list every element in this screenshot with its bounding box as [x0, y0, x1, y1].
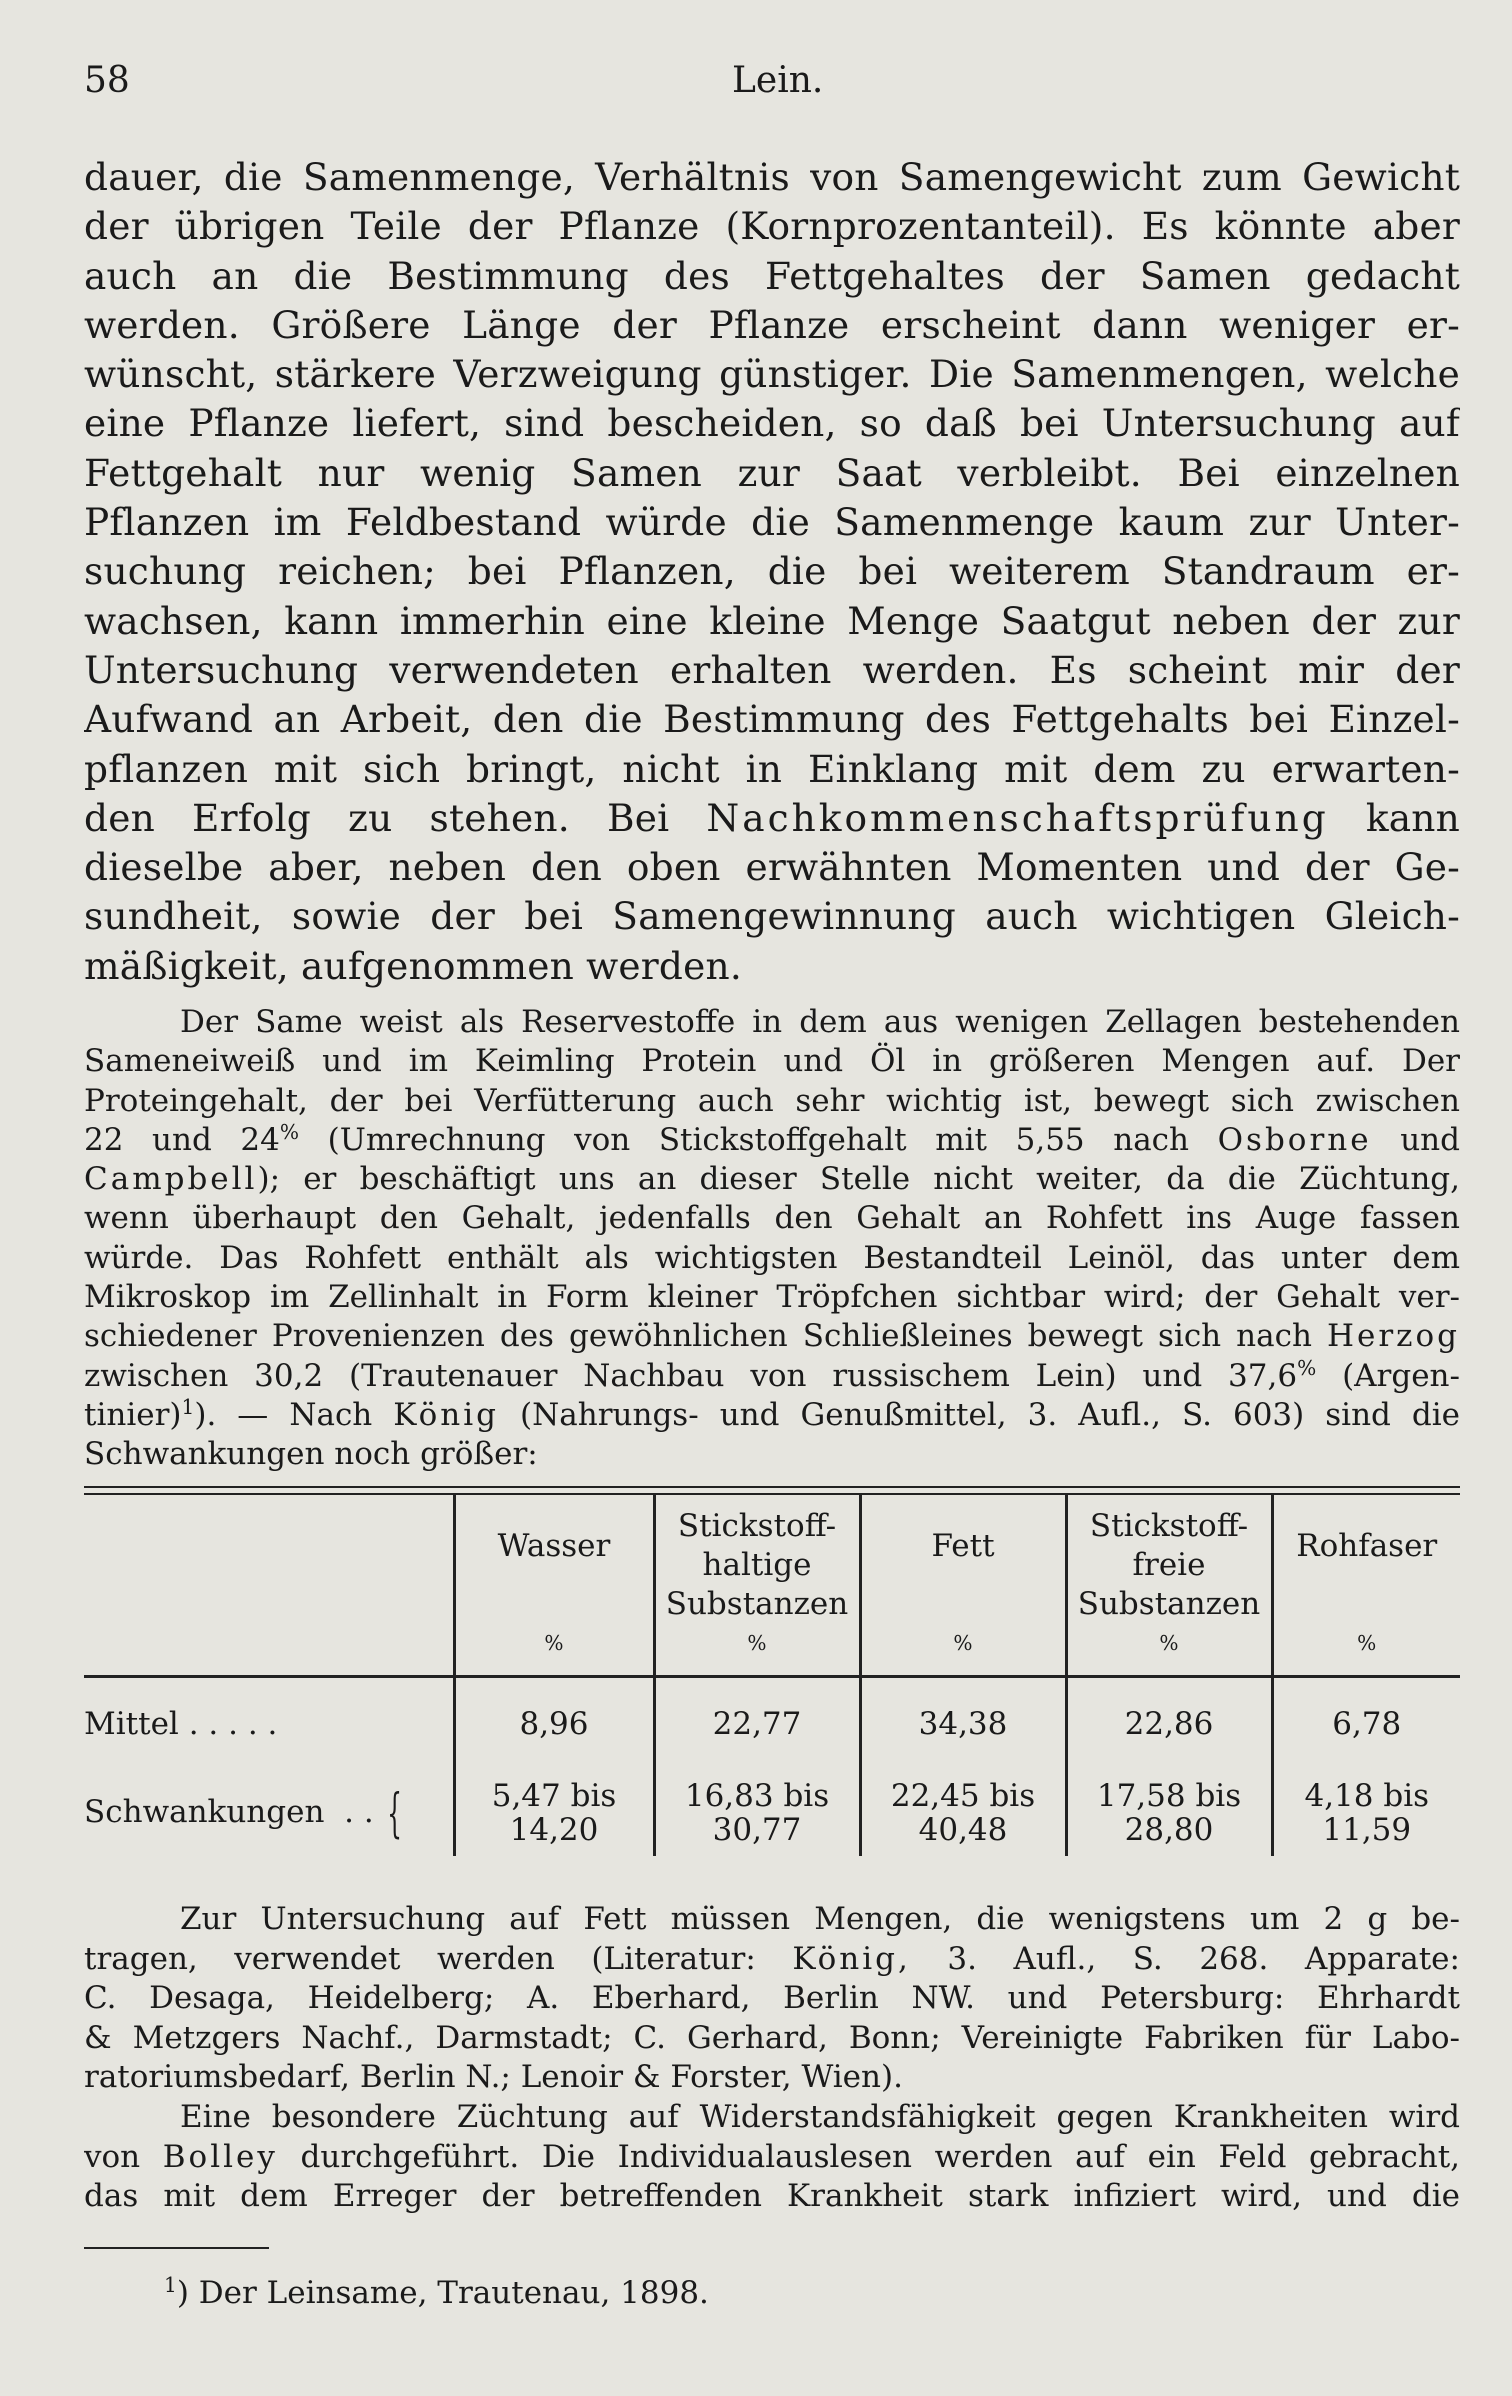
- text-fragment: ). — Nach: [194, 1396, 373, 1433]
- range-from: 5,47 bis: [491, 1778, 617, 1814]
- text-line: Sameneiweiß und im Keimling Protein und Öl in größeren Mengen auf. Der: [84, 1043, 1460, 1080]
- footnote-text: ) Der Leinsame, Trautenau, 1898.: [176, 2275, 709, 2311]
- row-label: [84, 1677, 454, 1771]
- range-to: 11,59: [1322, 1812, 1412, 1848]
- footnote-mark: 1: [164, 2272, 177, 2297]
- text-line: werden. Größere Länge der Pflanze erscheint dann weniger er-: [84, 302, 1460, 347]
- percent-sign: %: [1159, 1630, 1179, 1655]
- range-to: 14,20: [509, 1812, 599, 1848]
- text-line: wünscht, stärkere Verzweigung günstiger. Die Samenmengen, welche: [84, 352, 1460, 397]
- spaced-term: Nachkommenschaftsprüfung: [706, 795, 1329, 840]
- text-line: [84, 794, 1460, 843]
- text-line: [84, 1160, 1460, 1199]
- column-label: Rohfaser: [1296, 1528, 1438, 1564]
- range-to: 40,48: [918, 1812, 1008, 1848]
- column-unit: [1068, 1630, 1271, 1669]
- column-label: [1068, 1495, 1271, 1624]
- table-header-row: [84, 1495, 1460, 1677]
- text-fragment: durchgeführt. Die Individualauslesen werden auf ein Feld gebracht,: [300, 2138, 1460, 2175]
- text-line: Der Same weist als Reservestoffe in dem aus wenigen Zellagen bestehenden: [180, 1004, 1460, 1040]
- range-to: 30,77: [712, 1812, 802, 1848]
- text-line: [84, 1940, 1460, 1980]
- text-line: C. Desaga, Heidelberg; A. Eberhard, Berlin NW. und Petersburg: Ehrhardt: [84, 1980, 1460, 2017]
- text-line: Zur Untersuchung auf Fett müssen Mengen, die wenigstens um 2 g be-: [180, 1901, 1460, 1937]
- text-line: eine Pflanze liefert, sind bescheiden, so daß bei Untersuchung auf: [84, 401, 1460, 446]
- table-row: [84, 1770, 1460, 1856]
- text-line: ratoriumsbedarf, Berlin N.; Lenoir & Forster, Wien).: [84, 2059, 903, 2096]
- author-name: Osborne: [1217, 1121, 1372, 1158]
- percent-sign: %: [279, 1120, 300, 1144]
- text-line: Pflanzen im Feldbestand würde die Samenmenge kaum zur Unter-: [84, 500, 1460, 545]
- text-fragment: 3. Aufl., S. 268. Apparate:: [947, 1940, 1460, 1977]
- table-cell: 22,77: [654, 1677, 860, 1771]
- text-line: würde. Das Rohfett enthält als wichtigsten Bestandteil Leinöl, das unter dem: [84, 1239, 1460, 1276]
- text-fragment: ); er beschäftigt uns an dieser Stelle nicht weiter, da die Züchtung,: [257, 1161, 1460, 1198]
- label-part: Stickstoff-: [677, 1508, 837, 1544]
- range-from: 17,58 bis: [1096, 1778, 1242, 1814]
- range-from: 16,83 bis: [684, 1778, 830, 1814]
- column-unit: [456, 1630, 653, 1669]
- leader-dots: . . . . .: [188, 1706, 278, 1742]
- stub-header: [84, 1495, 454, 1677]
- author-name: König,: [792, 1940, 911, 1977]
- closing-paragraphs: [84, 1900, 1460, 2217]
- column-header-fett: [860, 1495, 1066, 1677]
- text-line: Proteingehalt, der bei Verfütterung auch sehr wichtig ist, bewegt sich zwischen: [84, 1082, 1460, 1119]
- text-line: Schwankungen noch größer:: [84, 1436, 538, 1473]
- author-name: Herzog: [1326, 1318, 1460, 1355]
- table-cell: [860, 1770, 1066, 1856]
- footnote-ref: 1: [181, 1395, 195, 1419]
- text-line: [84, 1357, 1460, 1396]
- column-label: [656, 1495, 859, 1624]
- author-name: König: [393, 1396, 500, 1433]
- table-cell: 34,38: [860, 1677, 1066, 1771]
- column-header-stickstoffhaltige: [654, 1495, 860, 1677]
- column-label: Fett: [931, 1528, 995, 1564]
- text-fragment: schiedener Provenienzen des gewöhnlichen Schließleines bewegt sich nach: [84, 1318, 1312, 1355]
- percent-sign: %: [1357, 1630, 1377, 1655]
- text-line: Eine besondere Züchtung auf Widerstandsfähigkeit gegen Krankheiten wird: [180, 2098, 1460, 2135]
- table-cell: [1272, 1770, 1460, 1856]
- label-part: freie: [1132, 1547, 1206, 1583]
- percent-sign: %: [747, 1630, 767, 1655]
- text-fragment: von: [84, 2138, 141, 2175]
- table-cell: [654, 1770, 860, 1856]
- column-header-rohfaser: [1272, 1495, 1460, 1677]
- range-to: 28,80: [1124, 1812, 1214, 1848]
- column-label: Wasser: [497, 1528, 611, 1564]
- page-header: [84, 60, 1460, 110]
- page-number: 58: [84, 60, 130, 101]
- column-unit: [862, 1630, 1065, 1669]
- text-fragment: (Umrechnung von Stickstoffgehalt mit 5,55 nach: [327, 1121, 1190, 1158]
- table-row: [84, 1677, 1460, 1771]
- label-part: haltige: [702, 1547, 812, 1583]
- text-line: dauer, die Samenmenge, Verhältnis von Samengewicht zum Gewicht: [84, 155, 1460, 199]
- leader-dots: . .: [344, 1794, 374, 1831]
- range-from: 22,45 bis: [890, 1778, 1036, 1814]
- text-line: mäßigkeit, aufgenommen werden.: [84, 943, 742, 988]
- label-part: Stickstoff-: [1089, 1508, 1249, 1544]
- text-line: suchung reichen; bei Pflanzen, die bei weiterem Standraum er-: [84, 549, 1460, 594]
- table-cell: [454, 1770, 654, 1856]
- text-line: auch an die Bestimmung des Fettgehaltes der Samen gedacht: [84, 253, 1460, 298]
- text-line: [84, 2138, 1460, 2178]
- row-label-text: Mittel: [84, 1706, 179, 1742]
- text-line: Untersuchung verwendeten erhalten werden. Es scheint mir der: [84, 647, 1460, 692]
- column-unit: [656, 1630, 859, 1669]
- table-cell: 6,78: [1272, 1677, 1460, 1771]
- percent-sign: %: [544, 1630, 564, 1655]
- text-line: dieselbe aber, neben den oben erwähnten Momenten und der Ge-: [84, 845, 1460, 890]
- text-line: das mit dem Erreger der betreffenden Krankheit stark infiziert wird, und die: [84, 2178, 1460, 2215]
- range-from: 4,18 bis: [1304, 1778, 1430, 1814]
- author-name: Bolley: [162, 2138, 278, 2175]
- text-line: & Metzgers Nachf., Darmstadt; C. Gerhard, Bonn; Vereinigte Fabriken für Labo-: [84, 2019, 1460, 2056]
- text-line: pflanzen mit sich bringt, nicht in Einklang mit dem zu erwarten-: [84, 746, 1460, 791]
- footnote: [164, 2272, 709, 2311]
- table-top-rule: [84, 1486, 1460, 1495]
- percent-sign: %: [953, 1630, 973, 1655]
- label-part: Substanzen: [665, 1586, 849, 1622]
- data-table: [84, 1495, 1460, 1856]
- main-paragraph: [84, 153, 1460, 991]
- text-fragment: 22 und 24: [84, 1121, 280, 1158]
- text-fragment: (Nahrungs- und Genußmittel, 3. Aufl., S. 603) sind die: [520, 1396, 1460, 1433]
- row-label-text: Schwankungen: [84, 1794, 325, 1831]
- text-line: sundheit, sowie der bei Samengewinnung auch wichtigen Gleich-: [84, 894, 1460, 939]
- text-line: der übrigen Teile der Pflanze (Kornprozentanteil). Es könnte aber: [84, 204, 1460, 249]
- text-fragment: und: [1400, 1121, 1460, 1158]
- percent-sign: %: [1297, 1356, 1317, 1380]
- text-line: [84, 1317, 1460, 1356]
- column-header-stickstofffreie: [1066, 1495, 1272, 1677]
- footnote-rule: [84, 2247, 269, 2249]
- text-line: Aufwand an Arbeit, den die Bestimmung des Fettgehalts bei Einzel-: [84, 697, 1460, 742]
- text-fragment: (Argen-: [1342, 1357, 1460, 1394]
- running-head: Lein.: [732, 60, 824, 101]
- table-cell: 8,96: [454, 1677, 654, 1771]
- row-label: [84, 1770, 454, 1856]
- text-fragment: kann: [1365, 795, 1460, 840]
- brace-icon: {: [386, 1783, 402, 1844]
- text-line: [84, 1396, 1460, 1435]
- composition-table: [84, 1486, 1460, 1856]
- text-line: wenn überhaupt den Gehalt, jedenfalls den Gehalt an Rohfett ins Auge fassen: [84, 1200, 1460, 1237]
- text-fragment: tinier): [84, 1396, 182, 1433]
- small-paragraph: [84, 1003, 1460, 1475]
- column-header-wasser: [454, 1495, 654, 1677]
- text-line: wachsen, kann immerhin eine kleine Menge Saatgut neben der zur: [84, 598, 1460, 643]
- author-name: Campbell: [84, 1161, 258, 1198]
- text-line: Mikroskop im Zellinhalt in Form kleiner Tröpfchen sichtbar wird; der Gehalt ver-: [84, 1279, 1460, 1316]
- text-fragment: tragen, verwendet werden (Literatur:: [84, 1940, 756, 1977]
- table-cell: [1066, 1770, 1272, 1856]
- text-line: Fettgehalt nur wenig Samen zur Saat verbleibt. Bei einzelnen: [84, 450, 1460, 495]
- label-part: Substanzen: [1077, 1586, 1261, 1622]
- text-fragment: den Erfolg zu stehen. Bei: [84, 795, 670, 840]
- text-fragment: zwischen 30,2 (Trautenauer Nachbau von russischem Lein) und 37,6: [84, 1357, 1298, 1394]
- table-cell: 22,86: [1066, 1677, 1272, 1771]
- text-line: [84, 1121, 1460, 1160]
- column-unit: [1274, 1630, 1461, 1669]
